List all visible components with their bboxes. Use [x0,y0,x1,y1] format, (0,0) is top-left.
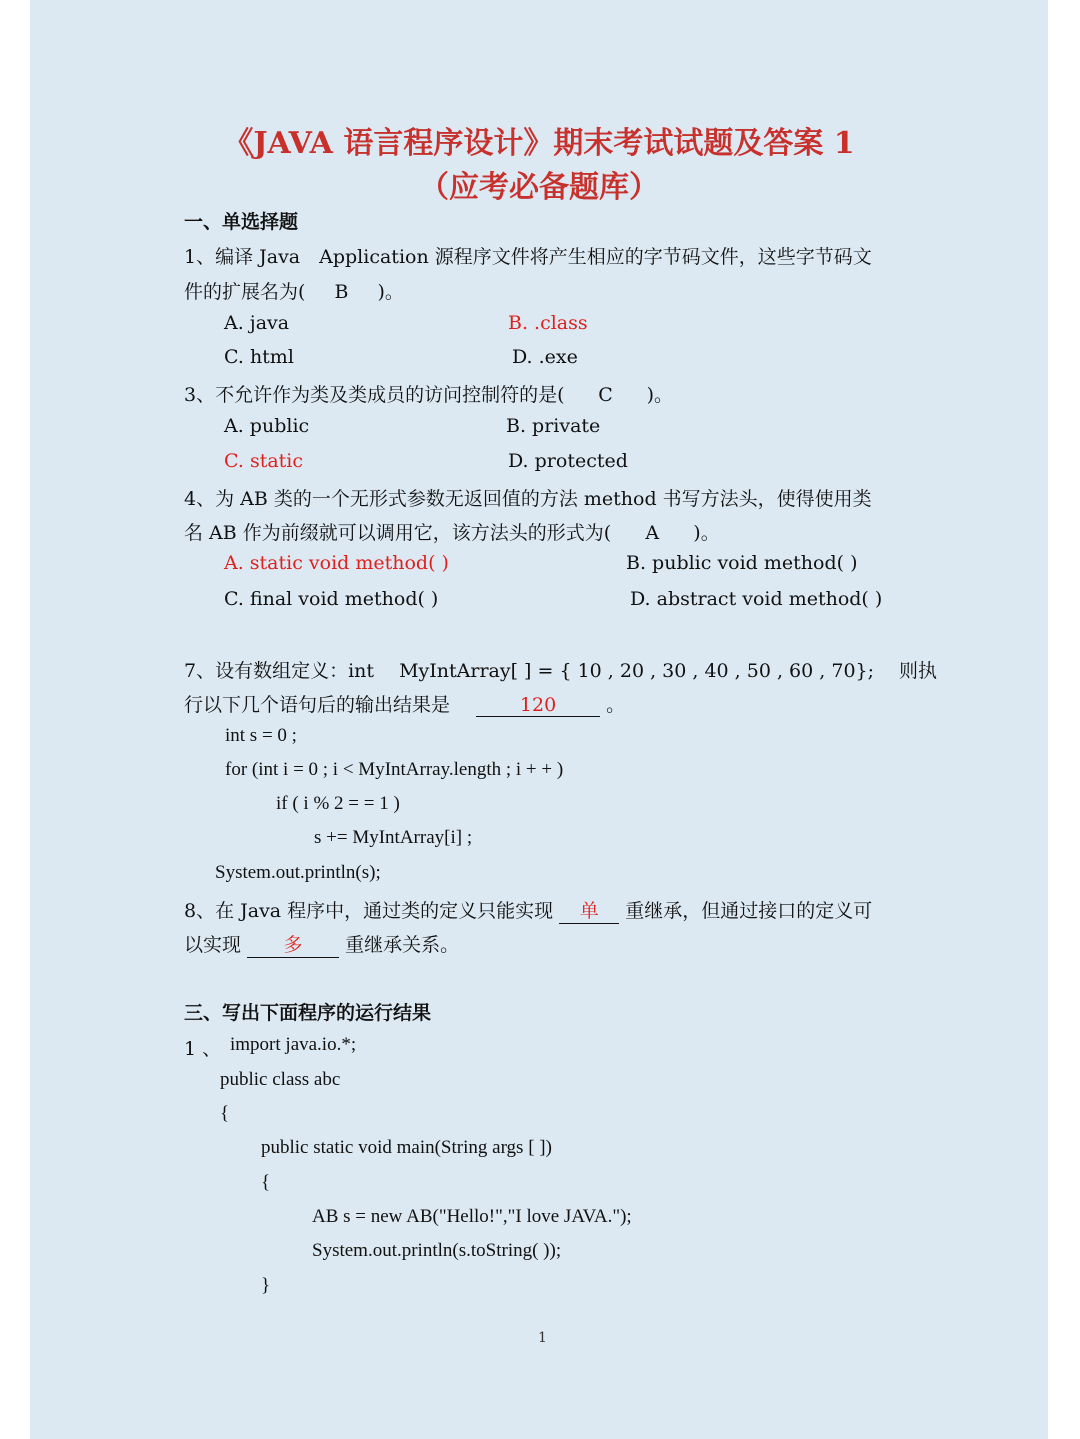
s3-code-line-8: } [261,1275,271,1296]
q7-code-line-4: s += MyIntArray[i] ; [314,827,473,848]
q7-answer-blank: 120 [476,694,600,717]
q8-stem-suffix: 重继承，但通过接口的定义可 [625,900,873,922]
document-title: 《JAVA 语言程序设计》期末考试试题及答案 1 [223,126,855,161]
page-number: 1 [538,1330,547,1346]
s3-code-line-2: public class abc [220,1069,341,1090]
q8-stem-line2-prefix: 以实现 [184,934,242,956]
q3-option-b: B. private [506,415,601,437]
q4-stem-line2 [184,518,720,545]
q4-stem-prefix: 名 AB 作为前缀就可以调用它，该方法头的形式为( [184,522,612,544]
q8-stem-line2 [184,930,459,958]
q3-stem-prefix: 3、不允许作为类及类成员的访问控制符的是( [184,384,565,406]
s3-code-line-5: { [261,1172,271,1193]
q8-answer2-blank: 多 [247,930,339,958]
q7-code-line-5: System.out.println(s); [215,862,381,883]
section-heading-program-output: 三、写出下面程序的运行结果 [184,1002,432,1024]
s3-code-line-6: AB s = new AB("Hello!","I love JAVA."); [312,1206,632,1227]
q4-option-a: A. static void method( ) [224,552,449,574]
q4-stem-line1: 4、为 AB 类的一个无形式参数无返回值的方法 method 书写方法头，使得使用类 [184,488,872,510]
q4-option-c: C. final void method( ) [224,588,439,610]
q1-answer: B [334,281,349,303]
q1-stem-line2 [184,277,404,304]
q3-stem-suffix: )。 [646,384,674,406]
q7-stem-prefix: 行以下几个语句后的输出结果是 [184,694,451,716]
s3-q1-label: 1 、 [184,1038,222,1060]
q8-stem-line2-suffix: 重继承关系。 [345,934,460,956]
q8-answer1-blank: 单 [559,896,619,924]
q4-option-d: D. abstract void method( ) [630,588,883,610]
q4-answer: A [645,522,660,544]
q3-option-a: A. public [224,415,310,437]
q1-option-d: D. .exe [512,346,578,368]
document-page [30,0,1048,1439]
q4-option-b: B. public void method( ) [626,552,858,574]
q1-option-c: C. html [224,346,294,368]
q7-stem-line2 [184,690,625,717]
q4-stem-suffix: )。 [693,522,720,544]
q1-stem-line1: 1、编译 Java Application 源程序文件将产生相应的字节码文件，这些字节码文 [184,246,872,268]
s3-code-line-7: System.out.println(s.toString( )); [312,1240,562,1261]
q7-stem-line1: 7、设有数组定义：int MyIntArray[ ] = { 10 , 20 , 30 , 40 , 50 , 60 , 70}; 则执 [184,660,938,682]
q7-stem-suffix: 。 [606,694,626,716]
q7-code-line-3: if ( i % 2 = = 1 ) [276,793,400,814]
s3-code-line-4: public static void main(String args [ ]) [261,1137,552,1158]
q3-answer: C [598,384,613,406]
q1-option-b: B. .class [508,312,588,334]
q3-option-d: D. protected [508,450,628,472]
q8-stem-line1 [184,896,872,924]
document-subtitle: （应考必备题库） [419,170,659,205]
q1-stem-prefix: 件的扩展名为( [184,281,306,303]
s3-code-line-1: import java.io.*; [230,1034,357,1055]
q1-option-a: A. java [224,312,290,334]
q3-option-c: C. static [224,450,304,472]
section-heading-single-choice: 一、单选择题 [184,211,299,233]
q7-code-line-1: int s = 0 ; [225,725,297,746]
s3-code-line-3: { [220,1103,230,1124]
q3-stem [184,380,673,407]
q7-code-line-2: for (int i = 0 ; i < MyIntArray.length ; i + + ) [225,759,564,780]
q8-stem-prefix: 8、在 Java 程序中，通过类的定义只能实现 [184,900,554,922]
q1-stem-suffix: )。 [377,281,404,303]
